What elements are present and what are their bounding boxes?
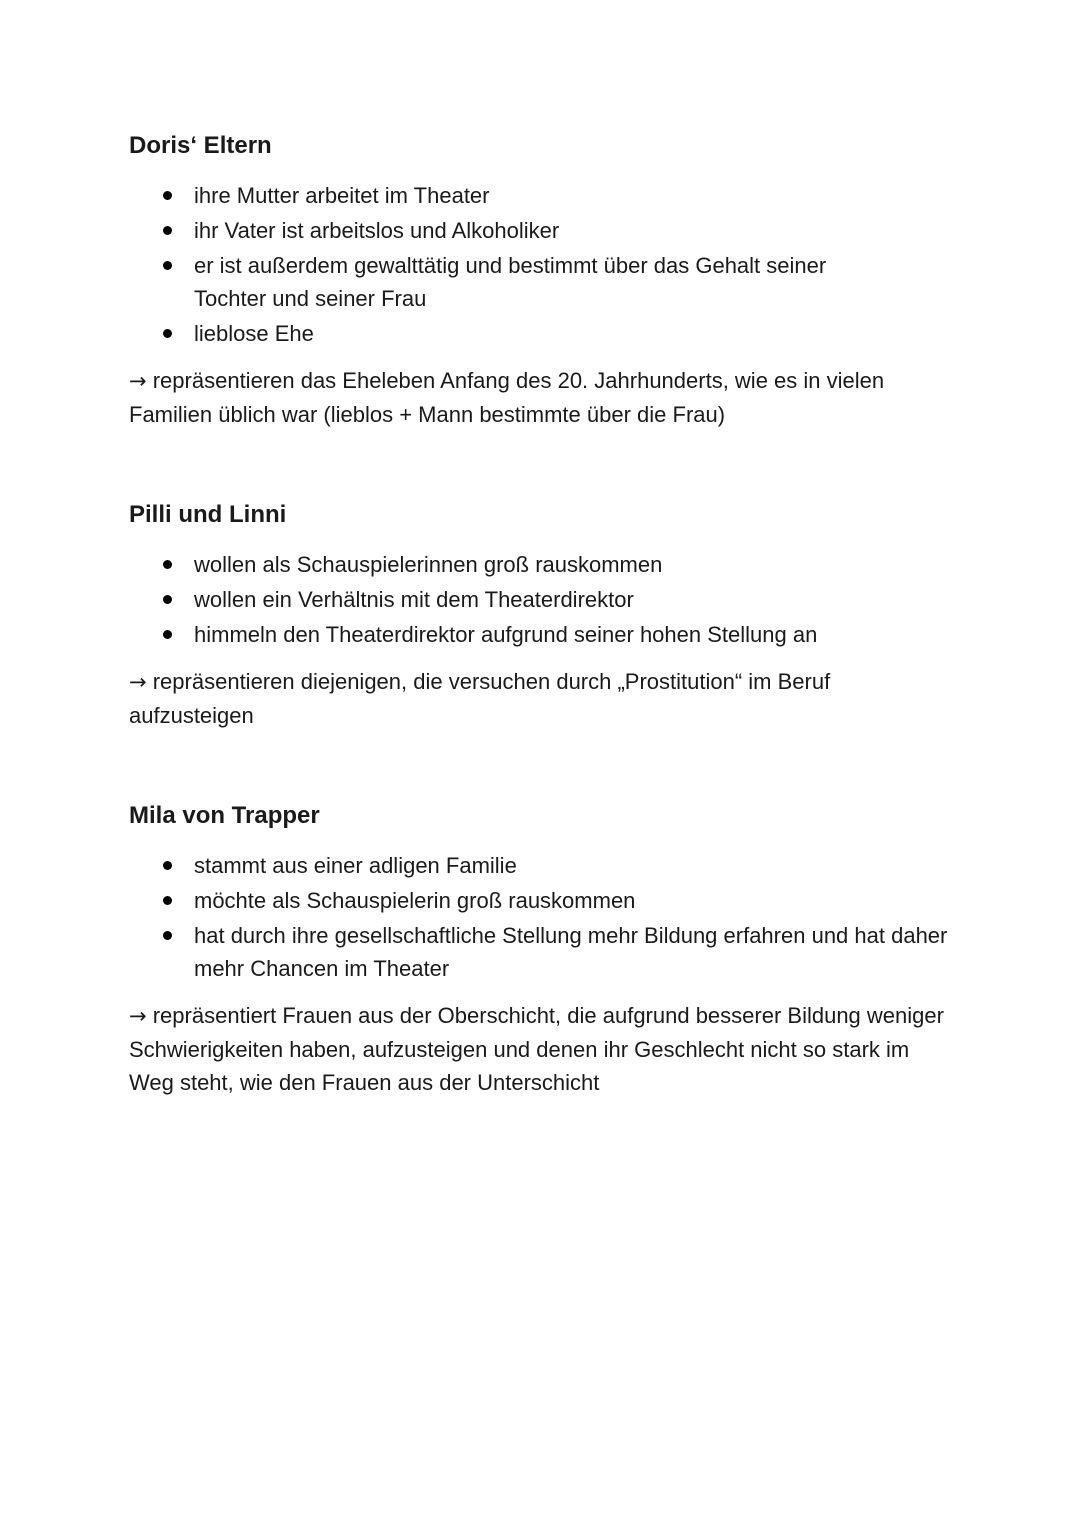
bullet-icon (163, 226, 172, 235)
section-heading: Doris‘ Eltern (129, 132, 272, 159)
section-heading: Mila von Trapper (129, 802, 320, 829)
summary-text: repräsentieren diejenigen, die versuchen durch „Prostitution“ im Beruf aufzusteigen (129, 669, 831, 728)
list-item-text: möchte als Schauspielerin groß rauskommen (194, 888, 636, 913)
bullet-icon (163, 595, 172, 604)
list-item-text: wollen ein Verhältnis mit dem Theaterdirektor (194, 587, 634, 612)
list-item-text: lieblose Ehe (194, 321, 314, 346)
bullet-list (129, 849, 949, 985)
list-item (129, 548, 949, 581)
section-heading: Pilli und Linni (129, 501, 287, 528)
list-item (129, 849, 949, 882)
bullet-icon (163, 896, 172, 905)
list-item (129, 214, 949, 247)
bullet-icon (163, 329, 172, 338)
bullet-icon (163, 861, 172, 870)
bullet-icon (163, 560, 172, 569)
arrow-right-icon: → (129, 670, 147, 694)
list-item (129, 249, 949, 315)
list-item-text: ihr Vater ist arbeitslos und Alkoholiker (194, 218, 560, 243)
arrow-right-icon: → (129, 1004, 147, 1028)
list-item (129, 179, 949, 212)
bullet-list (129, 548, 949, 651)
summary-paragraph (129, 364, 949, 431)
list-item-text: wollen als Schauspielerinnen groß rauskommen (194, 552, 663, 577)
bullet-icon (163, 191, 172, 200)
summary-paragraph (129, 665, 949, 732)
list-item (129, 583, 949, 616)
list-item (129, 919, 949, 985)
list-item-text: hat durch ihre gesellschaftliche Stellung mehr Bildung erfahren und hat daher mehr Chancen im Theater (194, 923, 948, 981)
summary-text: repräsentiert Frauen aus der Oberschicht, die aufgrund besserer Bildung weniger Schwierigkeiten haben, aufzusteigen und denen ihr Geschlecht nicht so stark im Weg steht, wie den Frauen aus der Unterschicht (129, 1003, 944, 1095)
list-item (129, 618, 949, 651)
bullet-icon (163, 931, 172, 940)
list-item-text: himmeln den Theaterdirektor aufgrund seiner hohen Stellung an (194, 622, 818, 647)
section-pilli-und-linni (129, 500, 949, 732)
list-item (129, 317, 949, 350)
summary-paragraph (129, 999, 949, 1099)
section-mila-von-trapper (129, 801, 949, 1099)
arrow-right-icon: → (129, 369, 147, 393)
bullet-list (129, 179, 949, 350)
summary-text: repräsentieren das Eheleben Anfang des 20. Jahrhunderts, wie es in vielen Familien üblich war (lieblos + Mann bestimmte über die Frau) (129, 368, 885, 427)
list-item-text: er ist außerdem gewalttätig und bestimmt über das Gehalt seiner Tochter und seiner Frau (194, 253, 827, 311)
list-item-text: stammt aus einer adligen Familie (194, 853, 517, 878)
section-doris-eltern (129, 131, 949, 431)
list-item (129, 884, 949, 917)
list-item-text: ihre Mutter arbeitet im Theater (194, 183, 490, 208)
bullet-icon (163, 261, 172, 270)
bullet-icon (163, 630, 172, 639)
